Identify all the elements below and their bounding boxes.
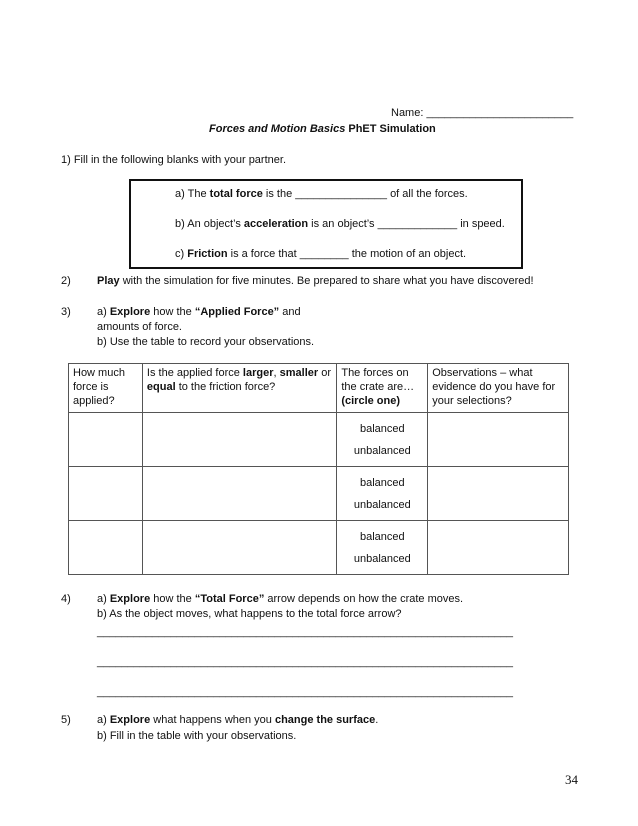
header-comparison: Is the applied force larger, smaller or equal to the friction force? [142,364,336,413]
name-field[interactable]: Name: ________________________ [391,107,574,119]
q1-intro: 1) Fill in the following blanks with your partner. [61,154,286,166]
header-observations: Observations – what evidence do you have for your selections? [428,364,569,413]
q4-b: b) As the object moves, what happens to the total force arrow? [97,608,402,620]
choice-unbalanced[interactable]: unbalanced [353,498,411,511]
choice-balanced[interactable]: balanced [359,422,405,435]
cell-observations[interactable] [428,467,569,521]
page-title [209,122,436,137]
cell-comparison[interactable] [142,467,336,521]
q4-a: a) Explore how the “Total Force” arrow depends on how the crate moves. [97,593,464,605]
choice-unbalanced[interactable]: unbalanced [353,444,411,457]
cell-circle-one [337,521,428,575]
cell-observations[interactable] [428,413,569,467]
header-force-applied: How much force is applied? [69,364,143,413]
title-italic: Forces and Motion Basics [209,123,346,135]
q3-a-line2: amounts of force. [97,321,182,333]
q3-a: a) Explore how the “Applied Force” and [97,306,301,318]
table-row [69,467,569,521]
page-number: 34 [565,772,578,787]
q4-number: 4) [61,593,71,605]
q5-a: a) Explore what happens when you change the surface. [97,714,379,726]
observation-table [68,363,569,575]
choice-balanced[interactable]: balanced [359,530,405,543]
q1-b[interactable]: b) An object’s acceleration is an object’s _____________ in speed. [175,218,505,230]
answer-line-2[interactable]: ____________________________________________________________________ [97,656,514,668]
cell-force[interactable] [69,467,143,521]
cell-circle-one [337,467,428,521]
cell-observations[interactable] [428,521,569,575]
title-rest: PhET Simulation [345,123,436,135]
cell-comparison[interactable] [142,521,336,575]
q1-a[interactable]: a) The total force is the _______________ of all the forces. [175,188,468,200]
answer-line-3[interactable]: ____________________________________________________________________ [97,686,514,698]
table-row [69,521,569,575]
header-forces-on-crate: The forces on the crate are… (circle one) [337,364,428,413]
cell-force[interactable] [69,521,143,575]
table-row [69,413,569,467]
q1-c[interactable]: c) Friction is a force that ________ the motion of an object. [175,248,467,260]
q5-b: b) Fill in the table with your observations. [97,730,297,742]
choice-balanced[interactable]: balanced [359,476,405,489]
q5-number: 5) [61,714,71,726]
q3-number: 3) [61,306,71,318]
fill-in-box [129,179,523,269]
choice-unbalanced[interactable]: unbalanced [353,552,411,565]
table-header-row [69,364,569,413]
answer-line-1[interactable]: ____________________________________________________________________ [97,626,514,638]
q2-number: 2) [61,275,71,287]
cell-circle-one [337,413,428,467]
cell-comparison[interactable] [142,413,336,467]
q3-b: b) Use the table to record your observations. [97,336,315,348]
q2-text: Play with the simulation for five minutes. Be prepared to share what you have discovered! [97,275,534,287]
cell-force[interactable] [69,413,143,467]
